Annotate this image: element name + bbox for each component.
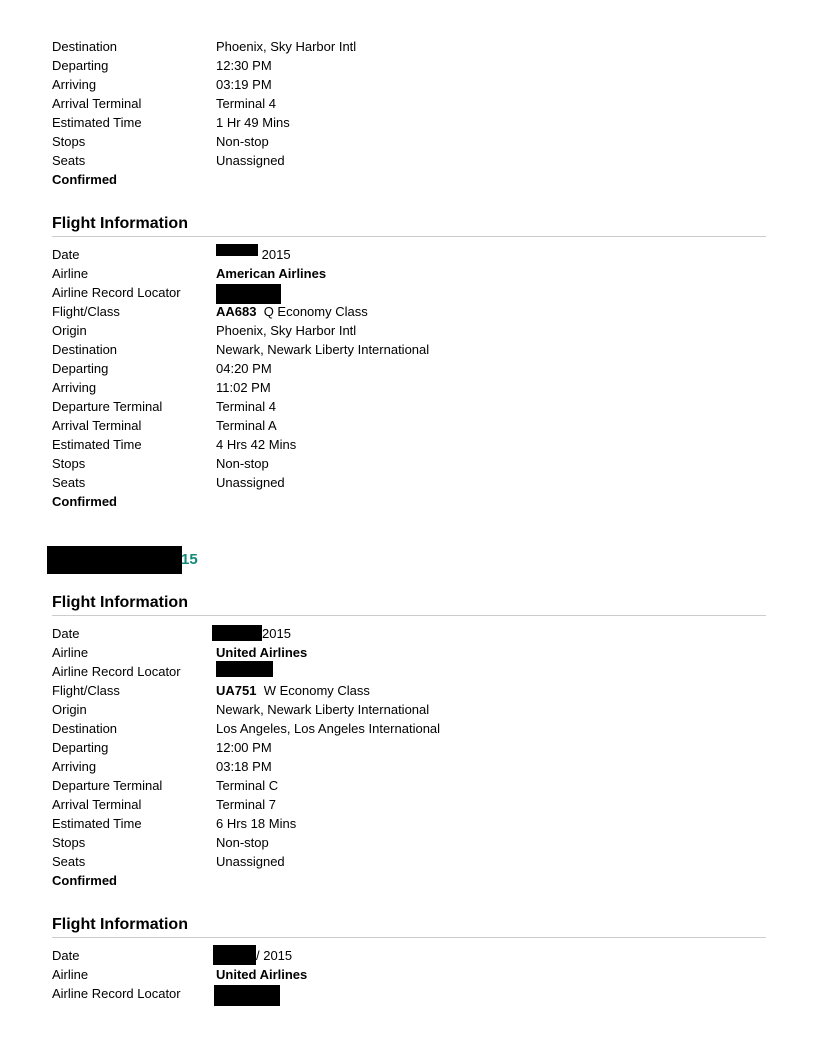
- row-value: Unassigned: [216, 153, 285, 168]
- airline-name: American Airlines: [216, 266, 327, 281]
- row-label: Arrival Terminal: [52, 797, 142, 812]
- flight-class: W Economy Class: [263, 683, 370, 698]
- row-label: Stops: [52, 134, 86, 149]
- row-value: 4 Hrs 42 Mins: [216, 437, 297, 452]
- row-value: [216, 302, 368, 321]
- row-label: Departure Terminal: [52, 399, 163, 414]
- flight-code: AA683: [216, 304, 257, 319]
- row-label: Estimated Time: [52, 437, 142, 452]
- row-label: Seats: [52, 854, 86, 869]
- row-value: Unassigned: [216, 854, 285, 869]
- row-label: Seats: [52, 153, 86, 168]
- row-value: [213, 946, 292, 965]
- row-value: Terminal A: [216, 418, 277, 433]
- airline-name: United Airlines: [216, 967, 308, 982]
- row-label: Arrival Terminal: [52, 418, 142, 433]
- airline-name: United Airlines: [216, 645, 308, 660]
- divider: [52, 615, 766, 616]
- row-label: Destination: [52, 721, 118, 736]
- row-value: 6 Hrs 18 Mins: [216, 816, 297, 831]
- row-value: 04:20 PM: [216, 361, 272, 376]
- redaction-box: [47, 546, 182, 574]
- row-label: Departing: [52, 58, 109, 73]
- row-label: Arriving: [52, 77, 97, 92]
- row-label: Arriving: [52, 380, 97, 395]
- row-label: Airline: [52, 266, 89, 281]
- row-label: Origin: [52, 702, 87, 717]
- date-suffix: 2015: [261, 247, 291, 262]
- row-label: Departing: [52, 361, 109, 376]
- row-label: Stops: [52, 835, 86, 850]
- row-label: Destination: [52, 39, 118, 54]
- row-label: Origin: [52, 323, 87, 338]
- row-label: Destination: [52, 342, 118, 357]
- row-label: Date: [52, 626, 80, 641]
- row-value: 12:30 PM: [216, 58, 272, 73]
- row-label: Estimated Time: [52, 816, 142, 831]
- row-value: 03:19 PM: [216, 77, 272, 92]
- row-label: Seats: [52, 475, 86, 490]
- row-label: Date: [52, 948, 80, 963]
- row-label: Flight/Class: [52, 304, 120, 319]
- row-value: [216, 283, 281, 304]
- row-value: Non-stop: [216, 134, 269, 149]
- row-value: Los Angeles, Los Angeles International: [216, 721, 441, 736]
- status-confirmed: Confirmed: [52, 873, 117, 888]
- row-label: Departure Terminal: [52, 778, 163, 793]
- row-value: [216, 245, 291, 264]
- row-value: [214, 984, 280, 1006]
- day-header-text: 15: [181, 551, 198, 568]
- row-label: Estimated Time: [52, 115, 142, 130]
- row-value: Non-stop: [216, 835, 269, 850]
- row-value: Non-stop: [216, 456, 269, 471]
- row-label: Arrival Terminal: [52, 96, 142, 111]
- row-label: Airline: [52, 645, 89, 660]
- row-value: [216, 662, 273, 681]
- row-value: 1 Hr 49 Mins: [216, 115, 290, 130]
- row-value: Terminal C: [216, 778, 279, 793]
- row-value: 11:02 PM: [216, 380, 271, 395]
- status-confirmed: Confirmed: [52, 494, 117, 509]
- row-value: Phoenix, Sky Harbor Intl: [216, 39, 357, 54]
- row-value: [216, 681, 370, 700]
- row-value: [212, 624, 291, 643]
- redaction-box: [216, 244, 258, 256]
- row-value: Unassigned: [216, 475, 285, 490]
- section-title: Flight Information: [52, 916, 188, 933]
- row-label: Airline Record Locator: [52, 285, 181, 300]
- redaction-box: [214, 985, 280, 1006]
- row-label: Date: [52, 247, 80, 262]
- redaction-box: [212, 625, 262, 641]
- row-value: 12:00 PM: [216, 740, 272, 755]
- redaction-box: [213, 945, 256, 965]
- redaction-box: [216, 284, 281, 304]
- row-value: Terminal 4: [216, 96, 276, 111]
- row-label: Stops: [52, 456, 86, 471]
- divider: [52, 236, 766, 237]
- date-suffix: 2015: [262, 626, 291, 641]
- divider: [52, 937, 766, 938]
- row-label: Airline Record Locator: [52, 986, 181, 1001]
- row-value: Terminal 7: [216, 797, 276, 812]
- row-value: Newark, Newark Liberty International: [216, 702, 430, 717]
- row-value: Terminal 4: [216, 399, 276, 414]
- section-title: Flight Information: [52, 594, 188, 611]
- flight-code: UA751: [216, 683, 257, 698]
- row-label: Flight/Class: [52, 683, 120, 698]
- row-value: 03:18 PM: [216, 759, 272, 774]
- row-value: Phoenix, Sky Harbor Intl: [216, 323, 357, 338]
- row-label: Arriving: [52, 759, 97, 774]
- row-label: Airline Record Locator: [52, 664, 181, 679]
- row-label: Airline: [52, 967, 89, 982]
- date-suffix: / 2015: [256, 948, 293, 963]
- row-value: Newark, Newark Liberty International: [216, 342, 430, 357]
- section-title: Flight Information: [52, 215, 188, 232]
- flight-class: Q Economy Class: [263, 304, 368, 319]
- redaction-box: [216, 661, 273, 677]
- row-label: Departing: [52, 740, 109, 755]
- status-confirmed: Confirmed: [52, 172, 117, 187]
